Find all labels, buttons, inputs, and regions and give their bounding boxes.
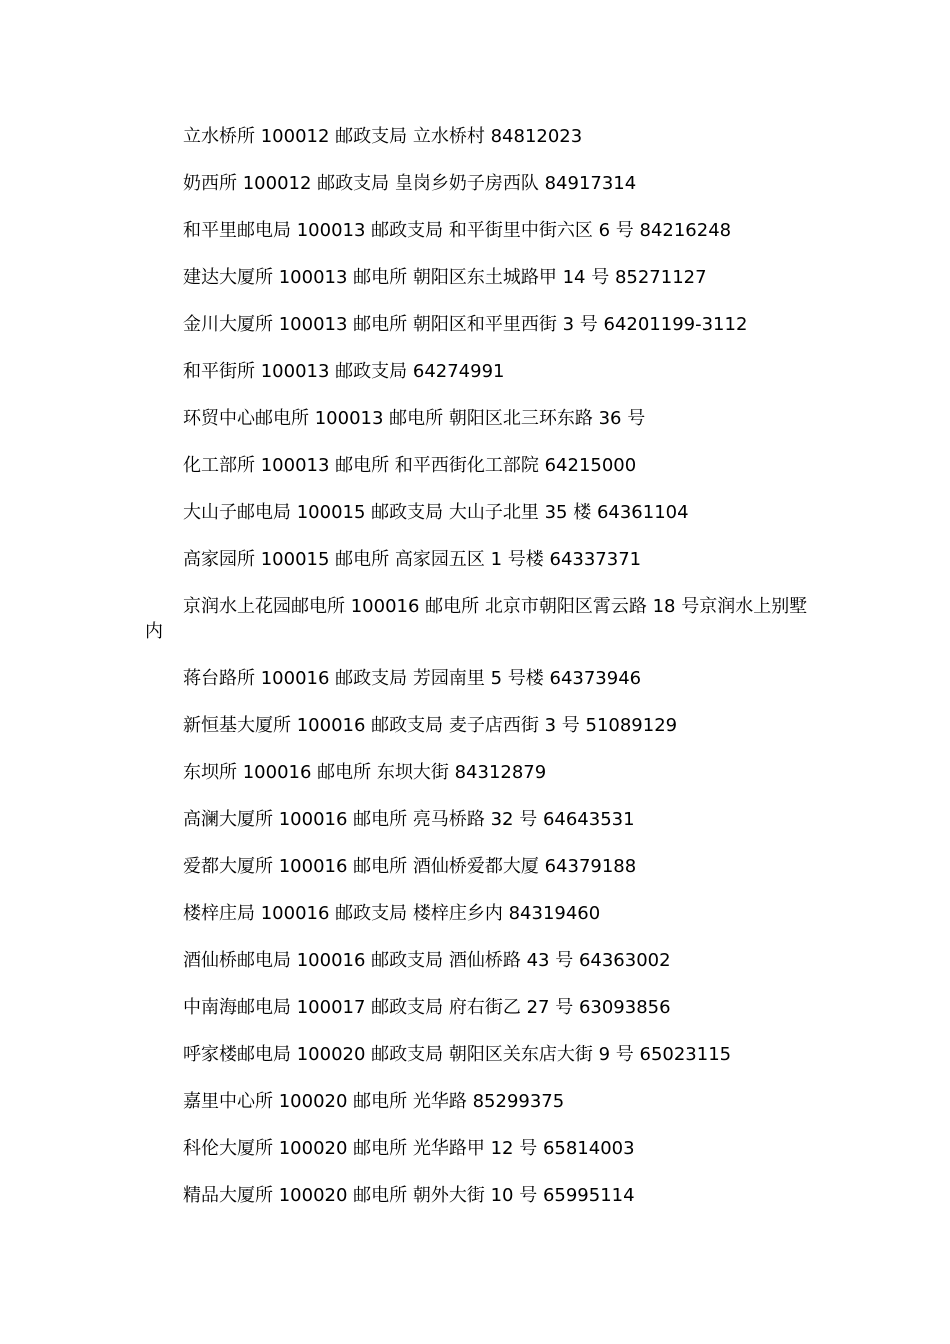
list-item: 中南海邮电局 100017 邮政支局 府右街乙 27 号 63093856 [183,997,671,1018]
list-item: 东坝所 100016 邮电所 东坝大街 84312879 [183,762,547,783]
list-item: 金川大厦所 100013 邮电所 朝阳区和平里西街 3 号 64201199-3112 [183,314,748,335]
list-item: 化工部所 100013 邮电所 和平西街化工部院 64215000 [183,455,637,476]
list-item: 和平街所 100013 邮政支局 64274991 [183,361,505,382]
list-item: 新恒基大厦所 100016 邮政支局 麦子店西街 3 号 51089129 [183,715,678,736]
list-item: 环贸中心邮电所 100013 邮电所 朝阳区北三环东路 36 号 [183,408,646,429]
list-item: 酒仙桥邮电局 100016 邮政支局 酒仙桥路 43 号 64363002 [183,950,671,971]
list-item: 精品大厦所 100020 邮电所 朝外大街 10 号 65995114 [183,1185,635,1206]
list-item: 呼家楼邮电局 100020 邮政支局 朝阳区关东店大街 9 号 65023115 [183,1044,732,1065]
list-item: 科伦大厦所 100020 邮电所 光华路甲 12 号 65814003 [183,1138,635,1159]
list-item: 高澜大厦所 100016 邮电所 亮马桥路 32 号 64643531 [183,809,635,830]
post-office-list [145,124,825,1230]
list-item: 蒋台路所 100016 邮政支局 芳园南里 5 号楼 64373946 [183,668,642,689]
list-item: 建达大厦所 100013 邮电所 朝阳区东土城路甲 14 号 85271127 [183,267,707,288]
list-item: 高家园所 100015 邮电所 高家园五区 1 号楼 64337371 [183,549,642,570]
list-item: 和平里邮电局 100013 邮政支局 和平街里中街六区 6 号 84216248 [183,220,732,241]
list-item: 楼梓庄局 100016 邮政支局 楼梓庄乡内 84319460 [183,903,601,924]
list-item: 大山子邮电局 100015 邮政支局 大山子北里 35 楼 64361104 [183,502,689,523]
list-item: 爱都大厦所 100016 邮电所 酒仙桥爱都大厦 64379188 [183,856,637,877]
list-item: 嘉里中心所 100020 邮电所 光华路 85299375 [183,1091,565,1112]
list-item: 京润水上花园邮电所 100016 邮电所 北京市朝阳区霄云路 18 号京润水上别墅内 [145,596,808,642]
list-item: 立水桥所 100012 邮政支局 立水桥村 84812023 [183,126,583,147]
list-item: 奶西所 100012 邮政支局 皇岗乡奶子房西队 84917314 [183,173,637,194]
